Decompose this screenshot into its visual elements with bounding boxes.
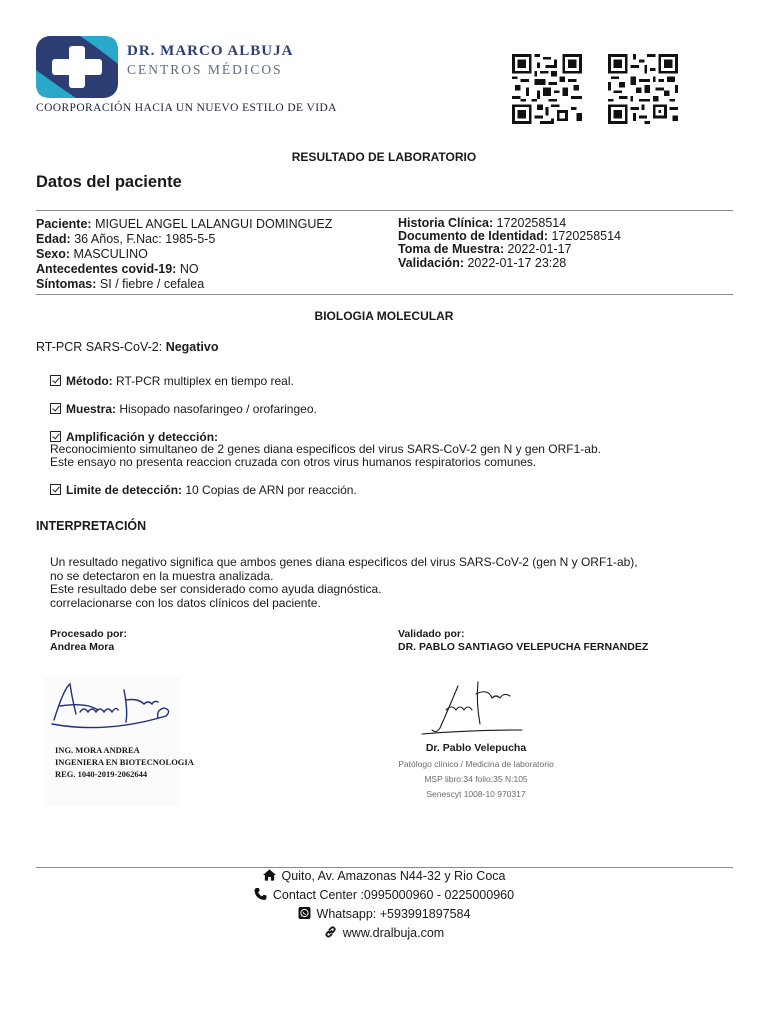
- detection-limit-label: Limite de detección:: [66, 483, 183, 497]
- amplification-line: Reconocimiento simultaneo de 2 genes diana especificos del virus SARS-CoV-2 gen N y gen ORF1-ab.: [50, 442, 601, 456]
- sample-date-label: Toma de Muestra:: [398, 242, 505, 256]
- validated-by-label: Validado por:: [398, 628, 465, 640]
- pcr-result-value: Negativo: [165, 340, 219, 354]
- contact-text: Contact Center :0995000960 - 0225000960: [272, 888, 515, 902]
- covid-history-label: Antecedentes covid-19:: [36, 262, 177, 276]
- handwritten-signature-2: [418, 680, 528, 742]
- divider: [36, 210, 733, 211]
- qr-code-icon: [608, 54, 678, 124]
- patient-name-value: MIGUEL ANGEL LALANGUI DOMINGUEZ: [95, 217, 333, 231]
- patient-age-field: [36, 233, 215, 247]
- brand-subtitle: CENTROS MÉDICOS: [127, 62, 283, 77]
- id-document-value: 1720258514: [551, 229, 622, 243]
- molecular-section-title: BIOLOGIA MOLECULAR: [314, 309, 454, 323]
- divider: [36, 294, 733, 295]
- checkbox-checked-icon: [50, 403, 61, 414]
- validation-date-label: Validación:: [398, 256, 464, 270]
- link-icon: [324, 926, 337, 938]
- clinic-logo-icon: [36, 36, 118, 98]
- method-item: [50, 374, 294, 388]
- detection-limit-item: [50, 483, 357, 497]
- interpretation-title: INTERPRETACIÓN: [36, 519, 147, 533]
- stamp-line: Senescyt 1008-10 970317: [426, 789, 526, 799]
- patient-sex-label: Sexo:: [36, 247, 71, 261]
- interpretation-line: no se detectaron en la muestra analizada.: [50, 568, 274, 583]
- footer-web: [0, 926, 768, 940]
- web-link[interactable]: www.dralbuja.com: [342, 926, 445, 940]
- sample-item: [50, 402, 317, 416]
- stamp-line: INGENIERA EN BIOTECNOLOGIA: [55, 757, 194, 767]
- stamp-line: MSP libro:34 folio:35 N:105: [424, 774, 528, 784]
- patient-name-field: [36, 218, 332, 232]
- footer-whatsapp: [0, 907, 768, 921]
- processed-by-name: Andrea Mora: [50, 641, 115, 653]
- method-label: Método:: [66, 374, 113, 388]
- sample-value: Hisopado nasofaringeo / orofaringeo.: [119, 402, 317, 416]
- phone-icon: [254, 888, 267, 900]
- patient-age-label: Edad:: [36, 232, 71, 246]
- covid-history-value: NO: [179, 262, 199, 276]
- id-document-label: Documento de Identidad:: [398, 229, 548, 243]
- interpretation-line: Un resultado negativo significa que ambos genes diana especificos del virus SARS-CoV-2 (gen N y ORF1-ab),: [50, 555, 638, 569]
- whatsapp-text: Whatsapp: +593991897584: [316, 907, 471, 921]
- sample-date-value: 2022-01-17: [507, 242, 572, 256]
- symptoms-label: Síntomas:: [36, 277, 97, 291]
- footer-contact: [0, 888, 768, 902]
- pcr-result: [36, 340, 218, 354]
- clinical-history-value: 1720258514: [496, 216, 567, 230]
- clinical-history-label: Historia Clínica:: [398, 216, 494, 230]
- checkbox-checked-icon: [50, 431, 61, 442]
- validation-date-field: [398, 257, 566, 271]
- whatsapp-icon: [298, 907, 311, 919]
- patient-name-label: Paciente:: [36, 217, 92, 231]
- amplification-label: Amplificación y detección:: [66, 430, 219, 444]
- qr-code-icon: [512, 54, 582, 124]
- brand-slogan: COORPORACIÓN HACIA UN NUEVO ESTILO DE VIDA: [36, 102, 337, 114]
- interpretation-line: Este resultado debe ser considerado como ayuda diagnóstica.: [50, 582, 382, 596]
- stamp-line: REG. 1040-2019-2062644: [55, 769, 148, 779]
- processed-by-label: Procesado por:: [50, 628, 128, 640]
- checkbox-checked-icon: [50, 375, 61, 386]
- sample-label: Muestra:: [66, 402, 117, 416]
- amplification-line: Este ensayo no presenta reaccion cruzada con otros virus humanos respiratorios comunes.: [50, 455, 537, 469]
- interpretation-line: correlacionarse con los datos clínicos del paciente.: [50, 595, 321, 610]
- validation-date-value: 2022-01-17 23:28: [467, 256, 567, 270]
- method-value: RT-PCR multiplex en tiempo real.: [116, 374, 294, 388]
- brand-name: DR. MARCO ALBUJA: [127, 43, 294, 59]
- stamp-line: ING. MORA ANDREA: [55, 745, 140, 755]
- address-text: Quito, Av. Amazonas N44-32 y Rio Coca: [281, 869, 506, 883]
- validated-by-name: DR. PABLO SANTIAGO VELEPUCHA FERNANDEZ: [398, 641, 649, 653]
- symptoms-value: SI / fiebre / cefalea: [99, 277, 205, 291]
- report-title: RESULTADO DE LABORATORIO: [291, 150, 477, 164]
- symptoms-field: [36, 278, 204, 292]
- sample-date-field: [398, 243, 571, 257]
- covid-history-field: [36, 263, 199, 277]
- patient-age-value: 36 Años, F.Nac: 1985-5-5: [74, 232, 216, 246]
- home-icon: [263, 869, 276, 881]
- handwritten-signature-1: [46, 680, 176, 736]
- patient-sex-value: MASCULINO: [73, 247, 148, 261]
- stamp-line: Patólogo clínico / Medicina de laboratorio: [398, 759, 554, 769]
- checkbox-checked-icon: [50, 484, 61, 495]
- footer-address: [0, 869, 768, 883]
- footer-divider: [36, 867, 733, 868]
- validator-stamp-name: Dr. Pablo Velepucha: [425, 742, 527, 754]
- detection-limit-value: 10 Copias de ARN por reacción.: [185, 483, 357, 497]
- patient-section-title: Datos del paciente: [36, 173, 182, 191]
- pcr-test-name: RT-PCR SARS-CoV-2:: [36, 340, 163, 354]
- patient-sex-field: [36, 248, 148, 262]
